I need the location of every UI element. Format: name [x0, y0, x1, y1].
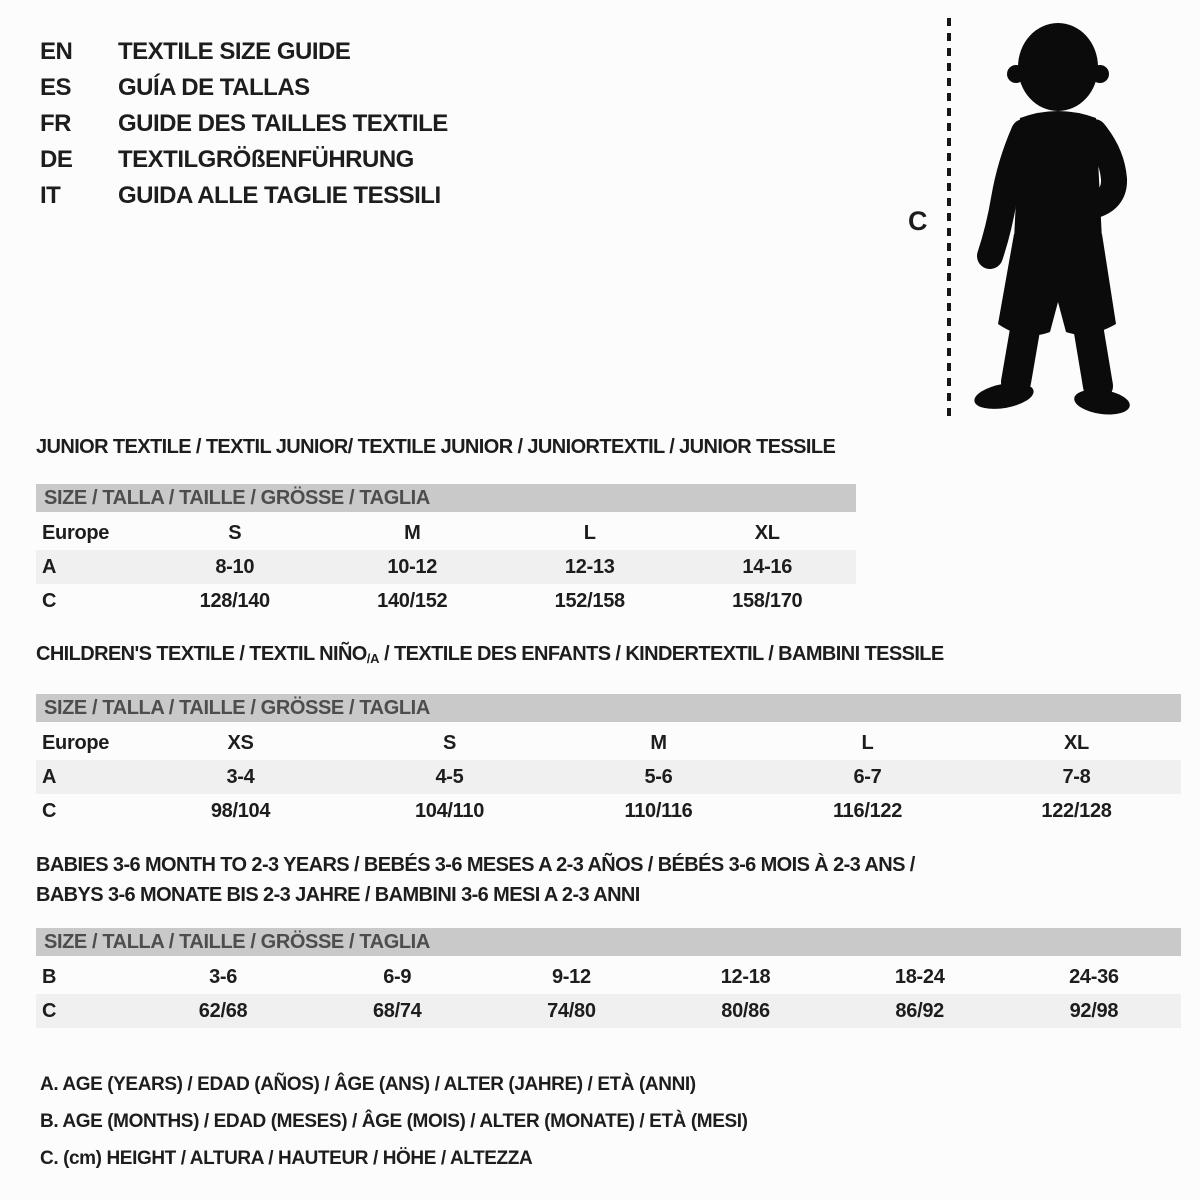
- guide-title-de: TEXTILGRÖßENFÜHRUNG: [118, 146, 414, 173]
- row-label-cell: C: [42, 999, 57, 1022]
- row-label-cell: C: [42, 799, 57, 822]
- size-table: [36, 726, 1181, 828]
- language-code: ES: [40, 74, 72, 101]
- value-cell: 3-6: [209, 965, 238, 988]
- value-cell: M: [404, 521, 421, 544]
- table-row: [36, 516, 856, 550]
- title-text: / TEXTILE DES ENFANTS / KINDERTEXTIL / BAMBINI TESSILE: [379, 643, 944, 665]
- size-header-bar: SIZE / TALLA / TAILLE / GRÖSSE / TAGLIA: [36, 694, 1181, 722]
- value-cell: XS: [227, 731, 254, 754]
- value-cell: L: [861, 731, 874, 754]
- row-label-cell: C: [42, 589, 57, 612]
- value-cell: 62/68: [198, 999, 248, 1022]
- children-size-table: [36, 694, 1181, 828]
- section-title: JUNIOR TEXTILE / TEXTIL JUNIOR/ TEXTILE JUNIOR / JUNIORTEXTIL / JUNIOR TESSILE: [36, 436, 836, 458]
- babies-size-table: [36, 928, 1181, 1028]
- height-figure: [0, 0, 1200, 440]
- value-cell: 6-7: [853, 765, 882, 788]
- section-junior-textile: [36, 436, 856, 618]
- size-header-bar: SIZE / TALLA / TAILLE / GRÖSSE / TAGLIA: [36, 484, 856, 512]
- value-cell: 4-5: [435, 765, 464, 788]
- legend-line-a: A. AGE (YEARS) / EDAD (AÑOS) / ÂGE (ANS) / ALTER (JAHRE) / ETÀ (ANNI): [40, 1074, 696, 1095]
- guide-title-it: GUIDA ALLE TAGLIE TESSILI: [118, 182, 441, 209]
- value-cell: 74/80: [547, 999, 596, 1022]
- table-row: [36, 584, 856, 618]
- value-cell: 128/140: [199, 589, 270, 612]
- legend-line-b: B. AGE (MONTHS) / EDAD (MESES) / ÂGE (MOIS) / ALTER (MONATE) / ETÀ (MESI): [40, 1111, 748, 1132]
- value-cell: 110/116: [624, 799, 693, 822]
- value-cell: 10-12: [387, 555, 438, 578]
- value-cell: 80/86: [721, 999, 770, 1022]
- size-table: [36, 516, 856, 618]
- baby-silhouette-image: [962, 14, 1138, 420]
- section-title: [36, 643, 1181, 667]
- value-cell: L: [583, 521, 596, 544]
- row-label-cell: Europe: [42, 521, 110, 544]
- table-row: [36, 960, 1181, 994]
- value-cell: 104/110: [414, 799, 485, 822]
- table-row: [36, 794, 1181, 828]
- value-cell: 92/98: [1069, 999, 1119, 1022]
- value-cell: S: [228, 521, 242, 544]
- value-cell: 86/92: [895, 999, 944, 1022]
- table-row: [36, 726, 1181, 760]
- value-cell: 98/104: [210, 799, 271, 822]
- row-label-cell: Europe: [42, 731, 110, 754]
- value-cell: 12-13: [564, 555, 615, 578]
- height-measure-label: C: [908, 206, 928, 236]
- size-header-bar: SIZE / TALLA / TAILLE / GRÖSSE / TAGLIA: [36, 928, 1181, 956]
- title-text: CHILDREN'S TEXTILE / TEXTIL NIÑO: [36, 643, 367, 665]
- value-cell: XL: [1064, 731, 1089, 754]
- height-measure-line: [947, 18, 951, 416]
- legend-line-c: C. (cm) HEIGHT / ALTURA / HAUTEUR / HÖHE / ALTEZZA: [40, 1148, 533, 1169]
- row-label-cell: A: [42, 555, 57, 578]
- value-cell: S: [442, 731, 457, 754]
- section-babies-textile: [36, 850, 1181, 1028]
- language-code: DE: [40, 146, 73, 173]
- value-cell: 68/74: [372, 999, 422, 1022]
- measurement-legend: [40, 1066, 748, 1177]
- value-cell: 5-6: [644, 765, 673, 788]
- row-label-cell: B: [42, 965, 57, 988]
- value-cell: M: [650, 731, 667, 754]
- value-cell: 7-8: [1062, 765, 1091, 788]
- section-childrens-textile: [36, 643, 1181, 828]
- value-cell: 116/122: [832, 799, 903, 822]
- value-cell: 122/128: [1041, 799, 1112, 822]
- title-line-1: BABIES 3-6 MONTH TO 2-3 YEARS / BEBÉS 3-6 MESES A 2-3 AÑOS / BÉBÉS 3-6 MOIS À 2-3 ANS /: [36, 854, 915, 876]
- guide-title-fr: GUIDE DES TAILLES TEXTILE: [118, 110, 448, 137]
- table-row: [36, 550, 856, 584]
- value-cell: 152/158: [554, 589, 625, 612]
- value-cell: 158/170: [732, 589, 803, 612]
- value-cell: 18-24: [894, 965, 945, 988]
- value-cell: XL: [754, 521, 780, 544]
- size-table: [36, 960, 1181, 1028]
- value-cell: 140/152: [377, 589, 448, 612]
- table-row: [36, 994, 1181, 1028]
- value-cell: 6-9: [383, 965, 412, 988]
- table-row: [36, 760, 1181, 794]
- value-cell: 9-12: [551, 965, 591, 988]
- value-cell: 8-10: [215, 555, 255, 578]
- language-code: IT: [40, 182, 61, 209]
- value-cell: 24-36: [1069, 965, 1119, 988]
- value-cell: 14-16: [742, 555, 793, 578]
- guide-title-en: TEXTILE SIZE GUIDE: [118, 38, 351, 65]
- guide-title-es: GUÍA DE TALLAS: [118, 74, 310, 101]
- language-code: FR: [40, 110, 71, 137]
- value-cell: 12-18: [720, 965, 771, 988]
- section-title: [36, 850, 1181, 910]
- value-cell: 3-4: [226, 765, 255, 788]
- row-label-cell: A: [42, 765, 57, 788]
- title-subscript: /A: [366, 651, 380, 666]
- title-line-2: BABYS 3-6 MONATE BIS 2-3 JAHRE / BAMBINI 3-6 MESI A 2-3 ANNI: [36, 884, 640, 906]
- language-code: EN: [40, 38, 73, 65]
- junior-size-table: [36, 484, 856, 618]
